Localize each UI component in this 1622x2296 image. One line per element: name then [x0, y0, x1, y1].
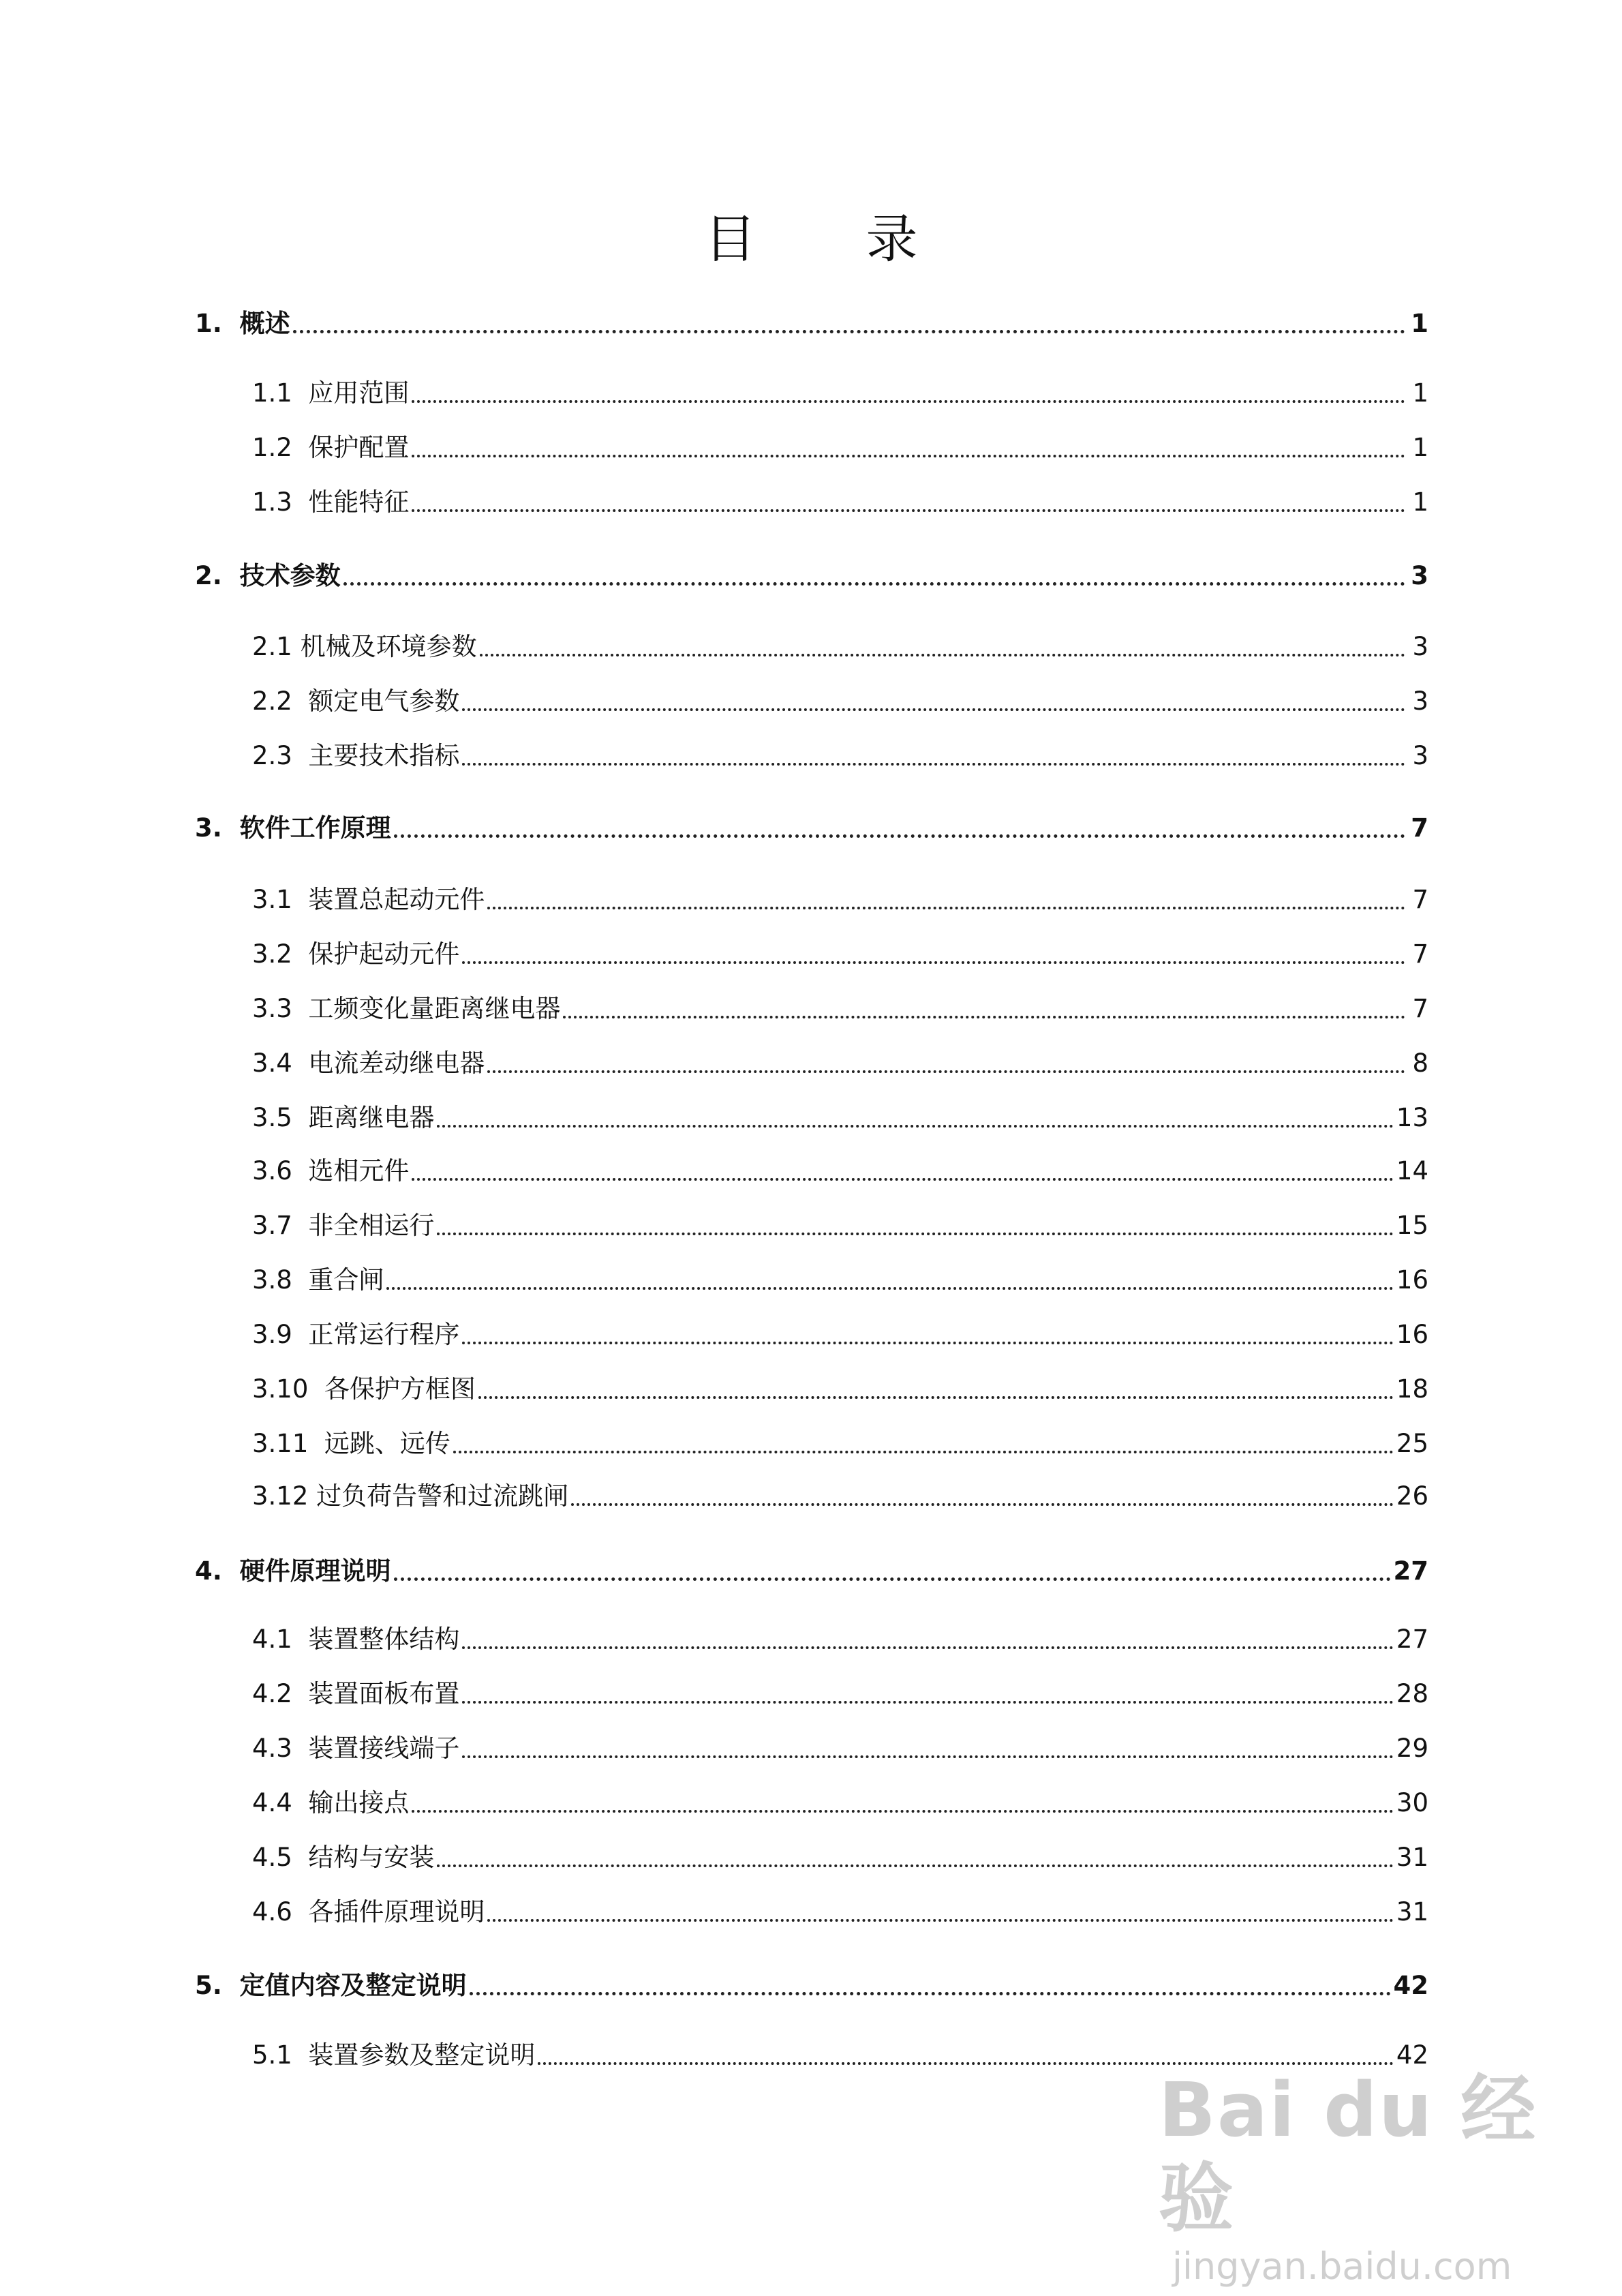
toc-chapter-entry[interactable]	[195, 300, 1428, 341]
toc-entry-title: 3.2 保护起动元件	[252, 939, 460, 969]
toc-section-entry[interactable]	[195, 1616, 1428, 1657]
toc-entry-title: 2.1 机械及环境参数	[252, 632, 477, 661]
toc-chapter-entry[interactable]	[195, 552, 1428, 593]
toc-page-number: 29	[1396, 1734, 1428, 1763]
toc-entry-title: 1. 概述	[195, 309, 290, 338]
toc-entry-title: 1.2 保护配置	[252, 433, 410, 462]
toc-leader-dots	[462, 1755, 1394, 1758]
toc-leader-dots	[571, 1503, 1394, 1506]
toc-entry-title: 3.9 正常运行程序	[252, 1320, 460, 1349]
toc-page-number: 28	[1396, 1679, 1428, 1708]
toc-section-entry[interactable]	[195, 732, 1428, 773]
toc-page-number: 15	[1396, 1211, 1428, 1240]
toc-entry-title: 4.4 输出接点	[252, 1788, 410, 1817]
toc-entry-title: 3.1 装置总起动元件	[252, 885, 485, 914]
toc-leader-dots	[563, 1016, 1405, 1018]
toc-section-entry[interactable]	[195, 479, 1428, 519]
toc-page-number: 3	[1412, 686, 1428, 716]
toc-section-entry[interactable]	[195, 1888, 1428, 1929]
toc-page-number: 42	[1393, 1971, 1428, 2000]
toc-entry-title: 3.8 重合闸	[252, 1265, 384, 1295]
toc-entry-title: 3.3 工频变化量距离继电器	[252, 994, 561, 1023]
toc-page-number: 1	[1412, 487, 1428, 517]
toc-section-entry[interactable]	[195, 1779, 1428, 1820]
toc-page-number: 7	[1412, 939, 1428, 969]
toc-section-entry[interactable]	[195, 1094, 1428, 1135]
toc-page-number: 3	[1411, 561, 1428, 590]
toc-leader-dots	[453, 1451, 1394, 1453]
toc-section-entry[interactable]	[195, 1834, 1428, 1875]
watermark-url: jingyan.baidu.com	[1172, 2245, 1512, 2288]
toc-section-entry[interactable]	[195, 876, 1428, 917]
toc-leader-dots	[487, 1070, 1405, 1073]
toc-page-number: 27	[1393, 1556, 1428, 1586]
toc-leader-dots	[538, 2062, 1394, 2065]
toc-entry-title: 4.5 结构与安装	[252, 1843, 435, 1872]
toc-page-number: 18	[1396, 1374, 1428, 1404]
toc-entry-title: 3.4 电流差动继电器	[252, 1048, 485, 1078]
toc-section-entry[interactable]	[195, 1420, 1428, 1461]
toc-leader-dots	[470, 1992, 1391, 1995]
toc-leader-dots	[462, 708, 1405, 711]
toc-entry-title: 2.2 额定电气参数	[252, 686, 460, 716]
toc-section-entry[interactable]	[195, 1670, 1428, 1711]
toc-section-entry[interactable]	[195, 1040, 1428, 1081]
toc-leader-dots	[462, 763, 1405, 766]
toc-entry-title: 4.2 装置面板布置	[252, 1679, 460, 1708]
toc-page-number: 30	[1396, 1788, 1428, 1817]
page-title: 目 录	[704, 209, 964, 269]
toc-entry-title: 2. 技术参数	[195, 561, 341, 590]
toc-leader-dots	[343, 582, 1405, 586]
toc-page-number: 16	[1396, 1265, 1428, 1295]
toc-entry-title: 3.12 过负荷告警和过流跳闸	[252, 1481, 569, 1511]
toc-section-entry[interactable]	[195, 1256, 1428, 1297]
toc-page-number: 3	[1412, 741, 1428, 770]
toc-leader-dots	[462, 961, 1405, 964]
toc-entry-title: 5. 定值内容及整定说明	[195, 1971, 467, 2000]
toc-page-number: 7	[1412, 885, 1428, 914]
toc-entry-title: 1.1 应用范围	[252, 378, 410, 408]
toc-section-entry[interactable]	[195, 985, 1428, 1026]
toc-page-number: 14	[1396, 1156, 1428, 1185]
toc-entry-title: 3.6 选相元件	[252, 1156, 410, 1185]
toc-page-number: 3	[1412, 632, 1428, 661]
toc-section-entry[interactable]	[195, 424, 1428, 465]
toc-entry-title: 3.10 各保护方框图	[252, 1374, 476, 1404]
toc-leader-dots	[394, 1577, 1391, 1581]
toc-page-number: 1	[1411, 309, 1428, 338]
toc-leader-dots	[462, 1646, 1394, 1649]
toc-leader-dots	[412, 509, 1405, 512]
toc-entry-title: 4.3 装置接线端子	[252, 1734, 460, 1763]
toc-section-entry[interactable]	[195, 1472, 1428, 1513]
toc-page-number: 26	[1396, 1481, 1428, 1511]
toc-section-entry[interactable]	[195, 1725, 1428, 1766]
toc-entry-title: 2.3 主要技术指标	[252, 741, 460, 770]
toc-page-number: 13	[1396, 1103, 1428, 1132]
toc-chapter-entry[interactable]	[195, 1962, 1428, 2003]
toc-section-entry[interactable]	[195, 1365, 1428, 1406]
toc-leader-dots	[412, 455, 1405, 457]
toc-section-entry[interactable]	[195, 678, 1428, 719]
watermark	[1159, 2066, 1581, 2288]
toc-entry-title: 4. 硬件原理说明	[195, 1556, 391, 1586]
toc-page-number: 16	[1396, 1320, 1428, 1349]
toc-page-number: 27	[1396, 1625, 1428, 1654]
toc-page-number: 31	[1396, 1843, 1428, 1872]
toc-chapter-entry[interactable]	[195, 1547, 1428, 1588]
toc-section-entry[interactable]	[195, 623, 1428, 664]
toc-entry-title: 4.1 装置整体结构	[252, 1625, 460, 1654]
toc-section-entry[interactable]	[195, 931, 1428, 971]
toc-entry-title: 3.11 远跳、远传	[252, 1429, 450, 1458]
toc-page-number: 25	[1396, 1429, 1428, 1458]
toc-leader-dots	[293, 330, 1405, 333]
toc-leader-dots	[480, 654, 1405, 656]
toc-entry-title: 4.6 各插件原理说明	[252, 1897, 485, 1927]
toc-page-number: 1	[1412, 378, 1428, 408]
toc-section-entry[interactable]	[195, 1147, 1428, 1188]
toc-leader-dots	[462, 1701, 1394, 1704]
toc-leader-dots	[437, 1125, 1394, 1128]
toc-leader-dots	[412, 1178, 1394, 1181]
toc-entry-title: 3.7 非全相运行	[252, 1211, 435, 1240]
toc-entry-title: 5.1 装置参数及整定说明	[252, 2040, 536, 2070]
toc-page-number: 8	[1412, 1048, 1428, 1078]
toc-leader-dots	[412, 1810, 1394, 1813]
toc-entry-title: 3.5 距离继电器	[252, 1103, 435, 1132]
toc-leader-dots	[386, 1287, 1394, 1290]
toc-leader-dots	[487, 1919, 1394, 1922]
toc-entry-title: 1.3 性能特征	[252, 487, 410, 517]
toc-page-number: 7	[1412, 994, 1428, 1023]
toc-section-entry[interactable]	[195, 369, 1428, 410]
toc-chapter-entry[interactable]	[195, 804, 1428, 845]
toc-section-entry[interactable]	[195, 1202, 1428, 1243]
toc-leader-dots	[437, 1233, 1394, 1235]
toc-entry-title: 3. 软件工作原理	[195, 813, 391, 843]
toc-leader-dots	[437, 1864, 1394, 1867]
toc-page-number: 7	[1411, 813, 1428, 843]
toc-page-number: 31	[1396, 1897, 1428, 1927]
toc-leader-dots	[487, 907, 1405, 909]
toc-leader-dots	[394, 834, 1405, 838]
baidu-jingyan-logo: Bai du 经验	[1159, 2066, 1537, 2242]
toc-leader-dots	[478, 1396, 1394, 1399]
toc-page-number: 1	[1412, 433, 1428, 462]
toc-section-entry[interactable]	[195, 1311, 1428, 1352]
toc-leader-dots	[462, 1342, 1394, 1344]
toc-leader-dots	[412, 400, 1405, 403]
toc-page-number: 42	[1396, 2040, 1428, 2070]
